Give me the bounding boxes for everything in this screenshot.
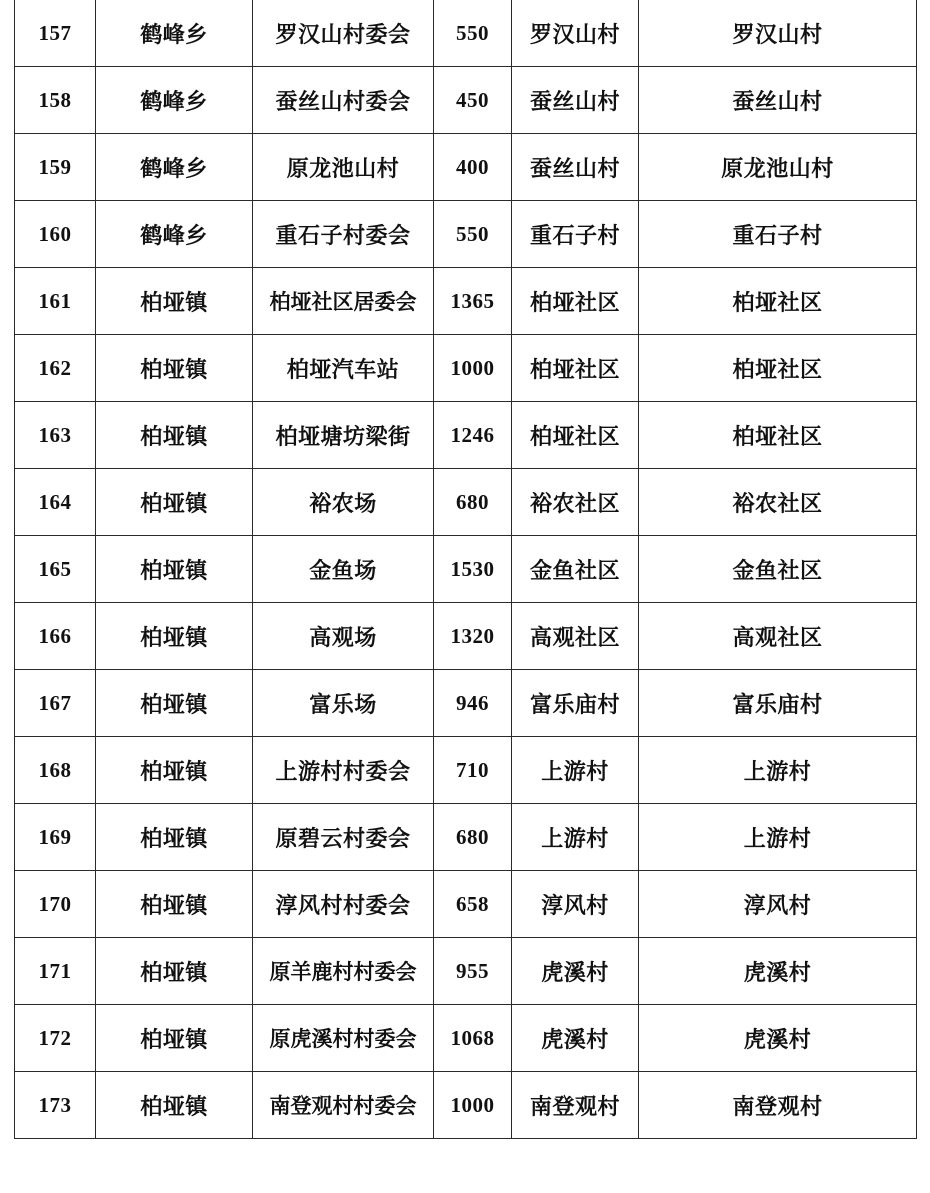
cell-town: 柏垭镇 — [96, 1072, 253, 1139]
table-row — [15, 536, 917, 603]
cell-village: 上游村 — [512, 804, 639, 871]
cell-assigned-village: 淳风村 — [639, 871, 917, 938]
cell-assigned-village: 虎溪村 — [639, 938, 917, 1005]
cell-village: 柏垭社区 — [512, 335, 639, 402]
cell-site: 上游村村委会 — [253, 737, 434, 804]
cell-count: 710 — [434, 737, 512, 804]
cell-number: 164 — [15, 469, 96, 536]
cell-town: 柏垭镇 — [96, 1005, 253, 1072]
cell-site: 重石子村委会 — [253, 201, 434, 268]
cell-village: 南登观村 — [512, 1072, 639, 1139]
cell-town: 柏垭镇 — [96, 335, 253, 402]
cell-count: 1530 — [434, 536, 512, 603]
cell-assigned-village: 原龙池山村 — [639, 134, 917, 201]
cell-count: 550 — [434, 0, 512, 67]
cell-village: 重石子村 — [512, 201, 639, 268]
cell-village: 虎溪村 — [512, 1005, 639, 1072]
cell-village: 罗汉山村 — [512, 0, 639, 67]
cell-number: 162 — [15, 335, 96, 402]
cell-town: 柏垭镇 — [96, 536, 253, 603]
cell-count: 1365 — [434, 268, 512, 335]
cell-assigned-village: 柏垭社区 — [639, 268, 917, 335]
table-row — [15, 134, 917, 201]
cell-site: 富乐场 — [253, 670, 434, 737]
cell-number: 157 — [15, 0, 96, 67]
table-row — [15, 67, 917, 134]
cell-assigned-village: 富乐庙村 — [639, 670, 917, 737]
table-row — [15, 603, 917, 670]
cell-assigned-village: 上游村 — [639, 737, 917, 804]
cell-site: 裕农场 — [253, 469, 434, 536]
cell-assigned-village: 虎溪村 — [639, 1005, 917, 1072]
cell-site: 金鱼场 — [253, 536, 434, 603]
cell-site: 蚕丝山村委会 — [253, 67, 434, 134]
cell-number: 167 — [15, 670, 96, 737]
cell-count: 955 — [434, 938, 512, 1005]
cell-town: 鹤峰乡 — [96, 67, 253, 134]
table-body — [15, 0, 917, 1139]
cell-town: 柏垭镇 — [96, 268, 253, 335]
cell-count: 1000 — [434, 335, 512, 402]
cell-number: 173 — [15, 1072, 96, 1139]
cell-village: 高观社区 — [512, 603, 639, 670]
cell-assigned-village: 金鱼社区 — [639, 536, 917, 603]
cell-town: 柏垭镇 — [96, 603, 253, 670]
cell-village: 富乐庙村 — [512, 670, 639, 737]
cell-assigned-village: 罗汉山村 — [639, 0, 917, 67]
cell-count: 1000 — [434, 1072, 512, 1139]
cell-site: 柏垭汽车站 — [253, 335, 434, 402]
cell-town: 鹤峰乡 — [96, 134, 253, 201]
cell-site: 原龙池山村 — [253, 134, 434, 201]
cell-village: 蚕丝山村 — [512, 134, 639, 201]
table-row — [15, 201, 917, 268]
cell-town: 鹤峰乡 — [96, 0, 253, 67]
cell-assigned-village: 重石子村 — [639, 201, 917, 268]
cell-site: 南登观村村委会 — [253, 1072, 434, 1139]
cell-site: 淳风村村委会 — [253, 871, 434, 938]
cell-site: 罗汉山村委会 — [253, 0, 434, 67]
cell-village: 金鱼社区 — [512, 536, 639, 603]
cell-count: 1068 — [434, 1005, 512, 1072]
cell-number: 169 — [15, 804, 96, 871]
cell-town: 柏垭镇 — [96, 670, 253, 737]
table-row — [15, 1072, 917, 1139]
cell-count: 400 — [434, 134, 512, 201]
table-row — [15, 402, 917, 469]
table-row — [15, 1005, 917, 1072]
cell-count: 450 — [434, 67, 512, 134]
cell-number: 158 — [15, 67, 96, 134]
cell-count: 1320 — [434, 603, 512, 670]
cell-site: 原虎溪村村委会 — [253, 1005, 434, 1072]
cell-town: 鹤峰乡 — [96, 201, 253, 268]
cell-number: 172 — [15, 1005, 96, 1072]
cell-number: 168 — [15, 737, 96, 804]
cell-assigned-village: 上游村 — [639, 804, 917, 871]
cell-town: 柏垭镇 — [96, 938, 253, 1005]
cell-number: 165 — [15, 536, 96, 603]
cell-number: 160 — [15, 201, 96, 268]
table-row — [15, 737, 917, 804]
cell-village: 上游村 — [512, 737, 639, 804]
cell-village: 柏垭社区 — [512, 402, 639, 469]
table-row — [15, 871, 917, 938]
cell-number: 171 — [15, 938, 96, 1005]
data-table — [14, 0, 917, 1139]
table-row — [15, 0, 917, 67]
cell-number: 163 — [15, 402, 96, 469]
cell-town: 柏垭镇 — [96, 804, 253, 871]
cell-town: 柏垭镇 — [96, 871, 253, 938]
cell-assigned-village: 裕农社区 — [639, 469, 917, 536]
cell-assigned-village: 蚕丝山村 — [639, 67, 917, 134]
cell-count: 946 — [434, 670, 512, 737]
cell-assigned-village: 柏垭社区 — [639, 335, 917, 402]
table-row — [15, 670, 917, 737]
cell-town: 柏垭镇 — [96, 737, 253, 804]
table-row — [15, 804, 917, 871]
cell-town: 柏垭镇 — [96, 469, 253, 536]
table-row — [15, 938, 917, 1005]
cell-village: 柏垭社区 — [512, 268, 639, 335]
cell-site: 柏垭社区居委会 — [253, 268, 434, 335]
cell-number: 166 — [15, 603, 96, 670]
cell-village: 裕农社区 — [512, 469, 639, 536]
cell-count: 550 — [434, 201, 512, 268]
table-row — [15, 268, 917, 335]
cell-count: 680 — [434, 804, 512, 871]
cell-site: 原羊鹿村村委会 — [253, 938, 434, 1005]
cell-count: 658 — [434, 871, 512, 938]
cell-number: 161 — [15, 268, 96, 335]
cell-village: 淳风村 — [512, 871, 639, 938]
cell-number: 159 — [15, 134, 96, 201]
document-page — [14, 0, 916, 1139]
cell-assigned-village: 高观社区 — [639, 603, 917, 670]
cell-assigned-village: 南登观村 — [639, 1072, 917, 1139]
cell-town: 柏垭镇 — [96, 402, 253, 469]
cell-number: 170 — [15, 871, 96, 938]
cell-site: 柏垭塘坊梁街 — [253, 402, 434, 469]
cell-assigned-village: 柏垭社区 — [639, 402, 917, 469]
cell-site: 原碧云村委会 — [253, 804, 434, 871]
table-row — [15, 335, 917, 402]
cell-village: 蚕丝山村 — [512, 67, 639, 134]
cell-count: 1246 — [434, 402, 512, 469]
cell-count: 680 — [434, 469, 512, 536]
table-row — [15, 469, 917, 536]
cell-village: 虎溪村 — [512, 938, 639, 1005]
cell-site: 高观场 — [253, 603, 434, 670]
